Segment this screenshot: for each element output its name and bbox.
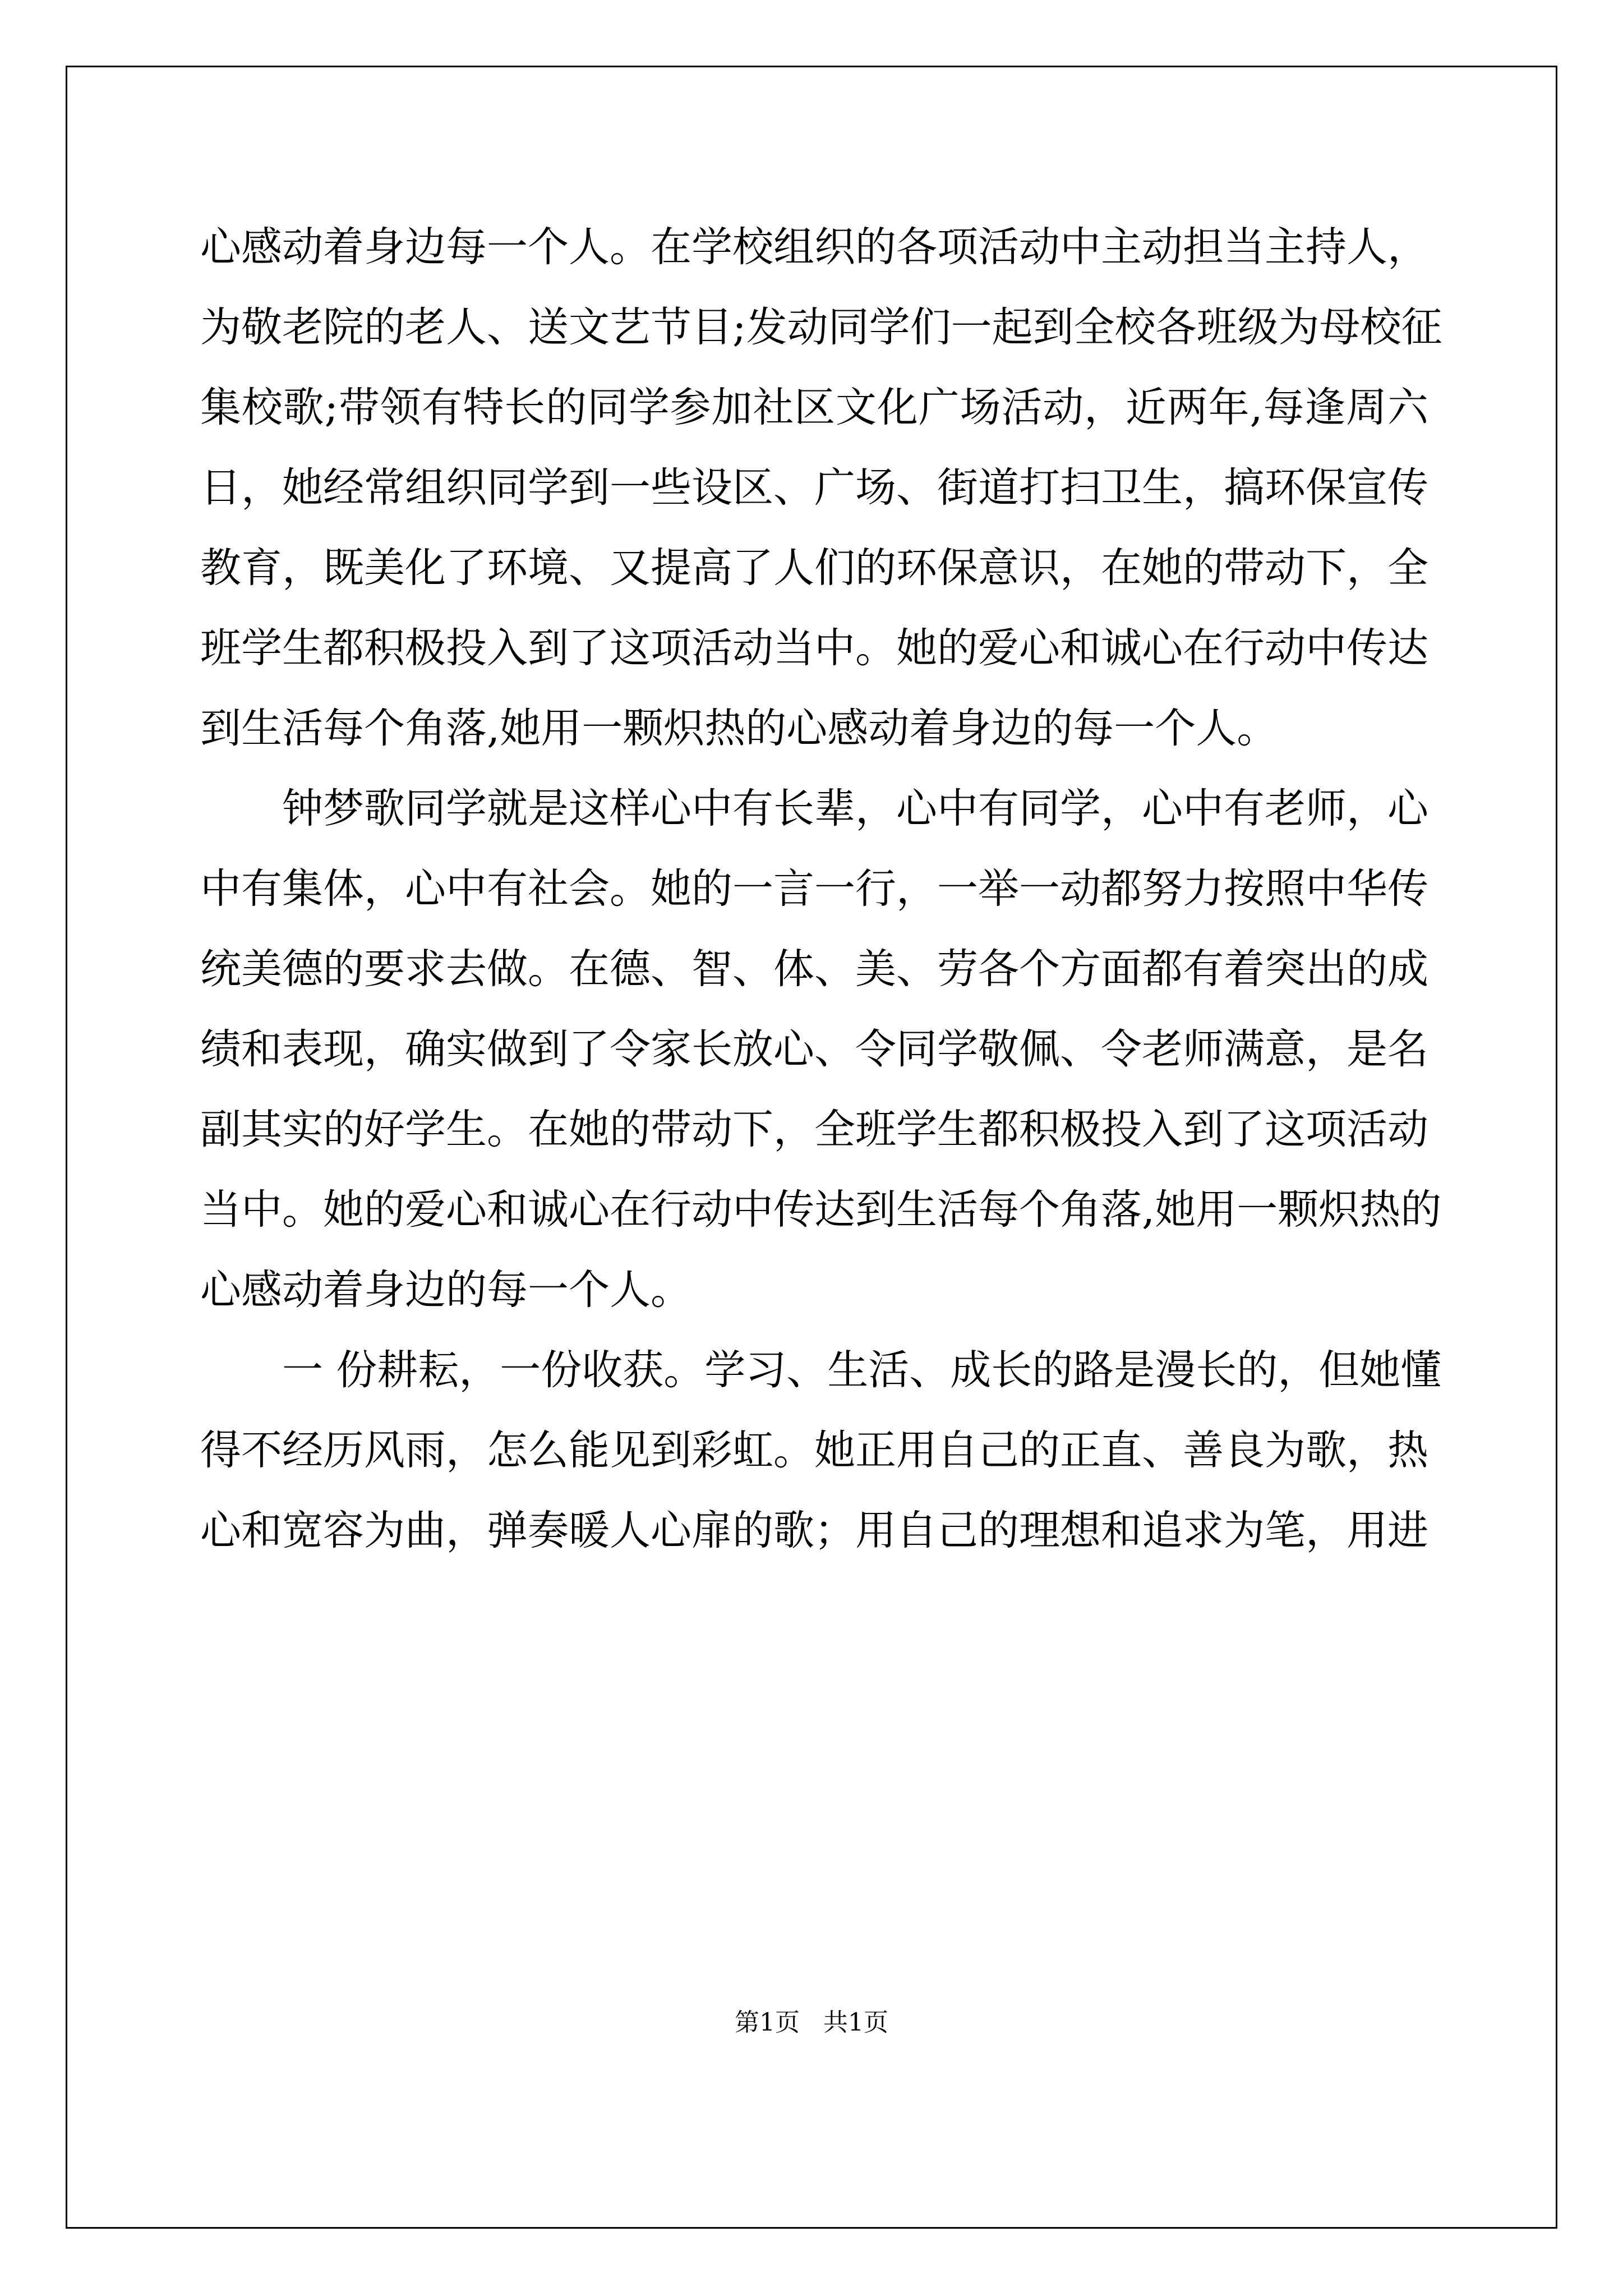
text-line: 集校歌;带领有特长的同学参加社区文化广场活动，近两年,每逢周六 (200, 384, 1428, 431)
text-line: 为敬老院的老人、送文艺节目;发动同学们一起到全校各班级为母校征 (200, 303, 1442, 351)
text-line: 得不经历风雨，怎么能见到彩虹。她正用自己的正直、善良为歌，热 (200, 1427, 1428, 1474)
text-line: 心感动着身边的每一个人。 (200, 1266, 691, 1314)
text-line: 中有集体，心中有社会。她的一言一行，一举一动都努力按照中华传 (200, 865, 1428, 913)
text-line: 心和宽容为曲，弹奏暖人心扉的歌；用自己的理想和追求为笔，用进 (200, 1507, 1428, 1554)
text-line: 副其实的好学生。在她的带动下，全班学生都积极投入到了这项活动 (200, 1106, 1428, 1153)
text-line: 日，她经常组织同学到一些设区、广场、街道打扫卫生，搞环保宣传 (200, 464, 1428, 512)
text-line: 到生活每个角落,她用一颗炽热的心感动着身边的每一个人。 (200, 705, 1278, 752)
text-line: 统美德的要求去做。在德、智、体、美、劳各个方面都有着突出的成 (200, 945, 1428, 993)
text-line: 钟梦歌同学就是这样心中有长辈，心中有同学，心中有老师，心 (282, 785, 1428, 832)
text-line: 教育，既美化了环境、又提高了人们的环保意识，在她的带动下，全 (200, 544, 1428, 592)
text-line: 当中。她的爱心和诚心在行动中传达到生活每个角落,她用一颗炽热的 (200, 1186, 1442, 1234)
text-line: 班学生都积极投入到了这项活动当中。她的爱心和诚心在行动中传达 (200, 624, 1428, 672)
text-line: 心感动着身边每一个人。在学校组织的各项活动中主动担当主持人， (200, 223, 1428, 271)
text-line: 一 份耕耘，一份收获。学习、生活、成长的路是漫长的，但她懂 (282, 1346, 1442, 1394)
text-line: 绩和表现，确实做到了令家长放心、令同学敬佩、令老师满意，是名 (200, 1025, 1428, 1073)
page-number-footer: 第1页 共1页 (735, 2008, 888, 2037)
